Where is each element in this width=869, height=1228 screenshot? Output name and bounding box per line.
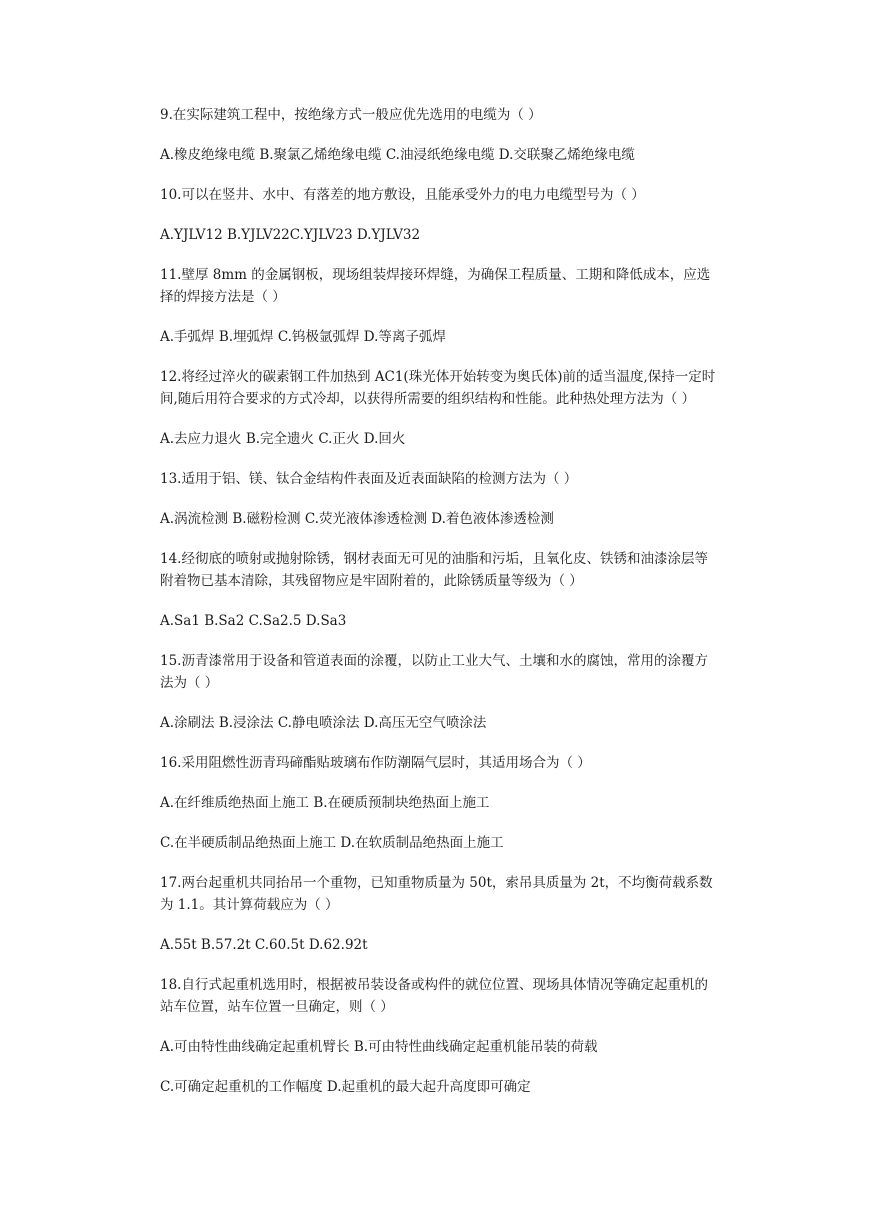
question-13: 13.适用于铝、镁、钛合金结构件表面及近表面缺陷的检测方法为（ ） bbox=[160, 471, 578, 487]
options-14: A.Sa1 B.Sa2 C.Sa2.5 D.Sa3 bbox=[160, 613, 347, 629]
document-body bbox=[160, 104, 720, 1116]
options-13: A.涡流检测 B.磁粉检测 C.荧光液体渗透检测 D.着色液体渗透检测 bbox=[160, 511, 554, 527]
question-17: 17.两台起重机共同抬吊一个重物，已知重物质量为 50t，索吊具质量为 2t，不均衡荷载系数为 1.1。其计算荷载应为（ ） bbox=[160, 875, 713, 913]
options-18-line-1: A.可由特性曲线确定起重机臂长 B.可由特性曲线确定起重机能吊装的荷载 bbox=[160, 1039, 598, 1055]
question-10: 10.可以在竖井、水中、有落差的地方敷设，且能承受外力的电力电缆型号为（ ） bbox=[160, 187, 645, 203]
options-17: A.55t B.57.2t C.60.5t D.62.92t bbox=[160, 937, 368, 953]
options-11: A.手弧焊 B.埋弧焊 C.钨极氩弧焊 D.等离子弧焊 bbox=[160, 329, 446, 345]
question-12: 12.将经过淬火的碳素钢工件加热到 AC1(珠光体开始转变为奥氏体)前的适当温度,保持一定时间,随后用符合要求的方式冷却，以获得所需要的组织结构和性能。此种热处理方法为（ ） bbox=[160, 369, 716, 407]
options-9: A.橡皮绝缘电缆 B.聚氯乙烯绝缘电缆 C.油浸纸绝缘电缆 D.交联聚乙烯绝缘电缆 bbox=[160, 147, 635, 163]
question-16: 16.采用阻燃性沥青玛碲酯贴玻璃布作防潮隔气层时，其适用场合为（ ） bbox=[160, 755, 591, 771]
options-18-line-2: C.可确定起重机的工作幅度 D.起重机的最大起升高度即可确定 bbox=[160, 1079, 531, 1095]
options-16-line-2: C.在半硬质制品绝热面上施工 D.在软质制品绝热面上施工 bbox=[160, 835, 504, 851]
question-18: 18.自行式起重机选用时，根据被吊装设备或构件的就位位置、现场具体情况等确定起重机的站车位置，站车位置一旦确定，则（ ） bbox=[160, 977, 708, 1015]
options-15: A.涂刷法 B.浸涂法 C.静电喷涂法 D.高压无空气喷涂法 bbox=[160, 715, 487, 731]
options-10: A.YJLV12 B.YJLV22C.YJLV23 D.YJLV32 bbox=[160, 227, 421, 243]
question-11: 11.壁厚 8mm 的金属钢板，现场组装焊接环焊缝，为确保工程质量、工期和降低成本，应选择的焊接方法是（ ） bbox=[160, 267, 711, 305]
question-15: 15.沥青漆常用于设备和管道表面的涂覆，以防止工业大气、土壤和水的腐蚀，常用的涂覆方法为（ ） bbox=[160, 653, 708, 691]
options-12: A.去应力退火 B.完全遗火 C.正火 D.回火 bbox=[160, 431, 406, 447]
question-9: 9.在实际建筑工程中，按绝缘方式一般应优先选用的电缆为（ ） bbox=[160, 107, 542, 123]
question-14: 14.经彻底的喷射或抛射除锈，钢材表面无可见的油脂和污垢，且氧化皮、铁锈和油漆涂层等附着物已基本清除，其残留物应是牢固附着的，此除锈质量等级为（ ） bbox=[160, 551, 708, 589]
options-16-line-1: A.在纤维质绝热面上施工 B.在硬质预制块绝热面上施工 bbox=[160, 795, 490, 811]
